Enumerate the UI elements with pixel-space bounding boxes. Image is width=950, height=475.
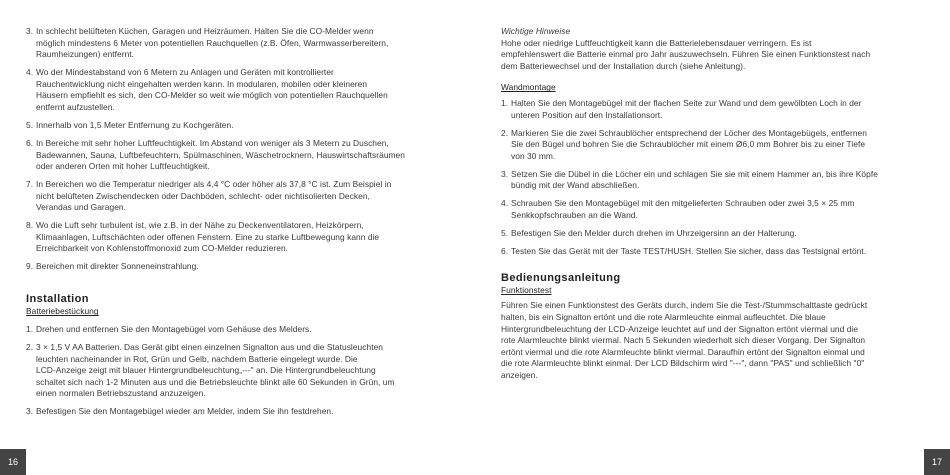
list-item xyxy=(26,179,444,214)
list-item xyxy=(26,342,444,400)
list-item-number: 5. xyxy=(26,119,34,130)
function-test-text: Führen Sie einen Funktionstest des Geräts durch, indem Sie die Test-/Stummschalttaste gedrückt halten, bis ein Signalton ertönt und die rote Alarmleuchte einmal aufleuchtet. Die blaue Hintergrundbeleuchtung der LCD-Anzeige leuchtet auf und der Signalton ertönt viermal und die rote Alarmleuchte blinkt viermal. Nach 5 Sekunden wiederholt sich dieser Vorgang. Der Signalton ertönt viermal und die rote Alarmleuchte blinkt viermal. Daraufhin ertönt der Signalton einmal und die rote Alarmleuchte blinkt einmal. Der LCD Bildschirm wird "---", dann "PAS" und schließlich "0" anzeigen. xyxy=(501,300,868,380)
hint-title: Wichtige Hinweise xyxy=(501,26,571,36)
right-column xyxy=(501,26,921,382)
list-item-number: 2. xyxy=(501,127,509,138)
list-item xyxy=(26,406,444,418)
list-item xyxy=(26,220,444,255)
list-item-text: Markieren Sie die zwei Schraublöcher entsprechend der Löcher des Montagebügels, entfernen Sie den Bügel und bohren Sie die Schraublöcher mit einem Ø6,0 mm Bohrer bis zu einer Tiefe von 30 mm. xyxy=(511,127,867,161)
list-item xyxy=(26,120,444,132)
list-item-text: 3 × 1,5 V AA Batterien. Das Gerät gibt einen einzelnen Signalton aus und die Statusleuchten leuchten nacheinander in Rot, Grün und Gelb, nachdem Batterie eingelegt wurde. Die LCD-Anzeige zeigt mit blauer Hintergrundbeleuchtung„---" an. Die Hintergrundbeleuchtung schaltet sich nach 1-2 Minuten aus und die Betriebsleuchte blinkt alle 60 Sekunden in Grün, um einen normalen Betriebszustand anzuzeigen. xyxy=(36,342,395,399)
hint-text: Hohe oder niedrige Luftfeuchtigkeit kann die Batterielebensdauer verringern. Es ist empfehlenswert die Batterie einmal pro Jahr auszuwechseln. Führen Sie einen Funktionstest nach dem Batteriewechsel und der Installation durch (siehe Anleitung). xyxy=(501,37,871,71)
list-item-number: 3. xyxy=(26,26,34,36)
list-item-text: Bereichen mit direkter Sonneneinstrahlung. xyxy=(36,261,199,272)
battery-subheading: Batteriebestückung xyxy=(26,306,99,317)
function-test-subheading: Funktionstest xyxy=(501,284,552,295)
list-item xyxy=(501,98,921,121)
list-item-number: 1. xyxy=(26,324,34,335)
list-item-number: 9. xyxy=(26,261,34,272)
wall-mount-subheading: Wandmontage xyxy=(501,82,556,93)
list-item-text: Befestigen Sie den Montagebügel wieder am Melder, indem Sie ihn festdrehen. xyxy=(36,406,334,417)
list-item xyxy=(26,324,444,336)
list-item xyxy=(501,128,921,163)
list-item-text: Befestigen Sie den Melder durch drehen im Uhrzeigersinn an der Halterung. xyxy=(511,227,797,238)
installation-heading: Installation xyxy=(26,293,89,306)
list-item xyxy=(501,198,921,221)
list-item-number: 3. xyxy=(26,406,34,417)
list-item xyxy=(26,26,444,61)
left-column xyxy=(26,26,444,424)
list-item-text: Wo die Luft sehr turbulent ist, wie z.B. in der Nähe zu Deckenventilatoren, Heizkörpern, Klimaanlagen, Luftschächten oder offenen Fenstern. Eine zu starke Luftbewegung kann die Erreichbarkeit von Kohlenstoffmonoxid zum CO-Melder reduzieren. xyxy=(36,220,380,254)
operation-heading: Bedienungsanleitung xyxy=(501,271,621,284)
list-item-number: 6. xyxy=(26,137,34,148)
list-item-number: 3. xyxy=(501,168,509,179)
list-item-text: Halten Sie den Montagebügel mit der flachen Seite zur Wand und dem gewölbten Loch in der unteren Position auf den Installationsort. xyxy=(511,97,862,120)
list-item xyxy=(501,246,921,258)
page-number: 16 xyxy=(0,449,26,475)
list-item-text: Setzen Sie die Dübel in die Löcher ein und schlagen Sie sie mit einem Hammer an, bis ihre Köpfe bündig mit der Wand abschließen. xyxy=(511,168,878,191)
right-page xyxy=(475,0,950,475)
list-item xyxy=(501,228,921,240)
list-item-number: 5. xyxy=(501,227,509,238)
list-item xyxy=(501,169,921,192)
list-item-text: In Bereichen wo die Temperatur niedriger als 4,4 °C oder höher als 37,8 °C ist. Zum Beispiel in nicht belüfteten Zwischendecken oder Dachböden, schlecht- oder nichtisolierten Decken, Verandas und Garagen. xyxy=(36,179,392,213)
list-item-text: Schrauben Sie den Montagebügel mit den mitgelieferten Schrauben oder zwei 3,5 × 25 mm Senkkopfschrauben an die Wand. xyxy=(511,198,855,220)
list-item-number: 8. xyxy=(26,220,34,231)
page-number: 17 xyxy=(924,449,950,475)
battery-steps-list xyxy=(26,324,444,418)
list-item-text: In Bereiche mit sehr hoher Luftfeuchtigkeit. Im Abstand von weniger als 3 Metern zu Duschen, Badewannen, Sauna, Luftbefeuchtern, Spülmaschinen, Wäschetrocknern, Hauswirtschaftsräumen oder anderen Orten mit hoher Luftfeuchtigkeit. xyxy=(36,137,405,172)
list-item-number: 4. xyxy=(26,67,34,78)
list-item xyxy=(26,67,444,113)
list-item-number: 1. xyxy=(501,97,509,108)
list-item xyxy=(26,138,444,173)
list-item-text: Drehen und entfernen Sie den Montagebügel vom Gehäuse des Melders. xyxy=(36,324,312,335)
wall-mount-steps-list xyxy=(501,98,921,257)
list-item xyxy=(26,261,444,273)
list-item-text: In schlecht belüfteten Küchen, Garagen und Heizräumen. Halten Sie die CO-Melder wenn möglich mindestens 6 Meter von potentiellen Rauchquellen (z.B. Öfen, Warmwasserbereitern, Raumheizungen) entfernt. xyxy=(36,26,389,60)
list-item-number: 2. xyxy=(26,342,34,352)
list-item-number: 4. xyxy=(501,198,509,209)
list-item-number: 7. xyxy=(26,179,34,190)
placement-list xyxy=(26,26,444,273)
list-item-number: 6. xyxy=(501,245,509,256)
list-item-text: Wo der Mindestabstand von 6 Metern zu Anlagen und Geräten mit kontrollierter Rauchentwicklung nicht eingehalten werden kann. In modularen, mobilen oder kleineren Häusern empfiehlt es sich, den CO-Melder so weit wie möglich von potentiellen Rauchquellen entfernt aufzustellen. xyxy=(36,67,388,112)
list-item-text: Testen Sie das Gerät mit der Taste TEST/HUSH. Stellen Sie sicher, dass das Testsignal ertönt. xyxy=(511,245,867,256)
list-item-text: Innerhalb von 1,5 Meter Entfernung zu Kochgeräten. xyxy=(36,119,234,130)
